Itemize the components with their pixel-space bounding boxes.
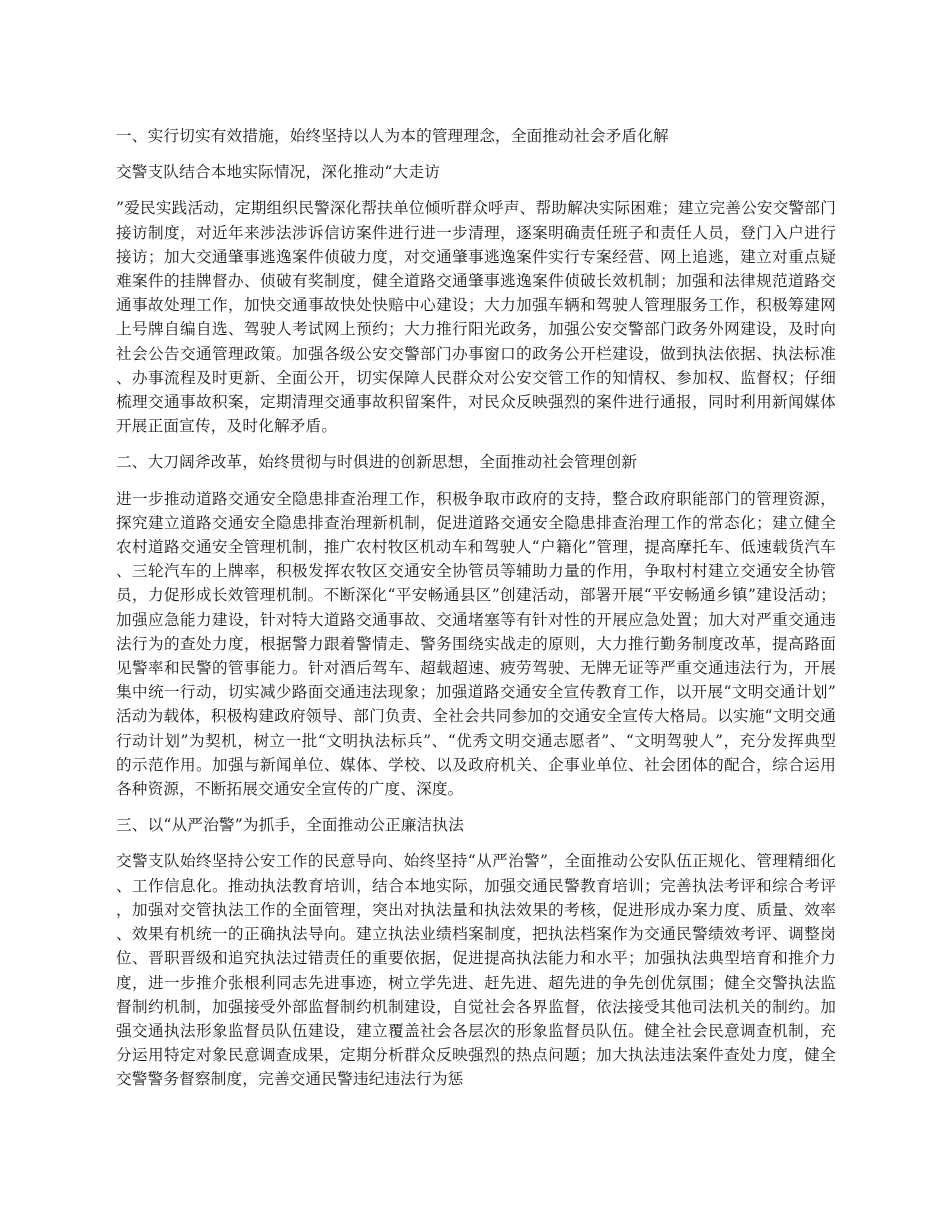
section-3-heading: 三、以“从严治警”为抓手，全面推动公正廉洁执法 [116, 816, 465, 835]
section-1-paragraph-2: ”爱民实践活动，定期组织民警深化帮扶单位倾听群众呼声、帮助解决实际困难；建立完善公安交警部门接访制度，对近年来涉法涉诉信访案件进行进一步清理，逐案明确责任班子和责任人员，登门入户进行接访；加大交通肇事逃逸案件侦破力度，对交通肇事逃逸案件实行专案经营、网上追逃，建立对重点疑难案件的挂牌督办、侦破有奖制度，健全道路交通肇事逃逸案件侦破长效机制；加强和法律规范道路交通事故处理工作，加快交通事故快处快赔中心建设；大力加强车辆和驾驶人管理服务工作，积极筹建网上号牌自编自选、驾驶人考试网上预约；大力推行阳光政务，加强公安交警部门政务外网建设，及时向社会公告交通管理政策。加强各级公安交警部门办事窗口的政务公开栏建设，做到执法依据、执法标准、办事流程及时更新、全面公开，切实保障人民群众对公安交管工作的知情权、参加权、监督权；仔细梳理交通事故积案，定期清理交通事故积留案件，对民众反映强烈的案件进行通报，同时利用新闻媒体开展正面宣传，及时化解矛盾。 [116, 199, 836, 436]
section-1-paragraph-1: 交警支队结合本地实际情况，深化推动“大走访 [116, 163, 441, 182]
section-2-paragraph-1: 进一步推动道路交通安全隐患排查治理工作，积极争取市政府的支持，整合政府职能部门的管理资源，探究建立道路交通安全隐患排查治理新机制，促进道路交通安全隐患排查治理工作的常态化；建立健全农村道路交通安全管理机制，推广农村牧区机动车和驾驶人“户籍化”管理，提高摩托车、低速载货汽车、三轮汽车的上牌率，积极发挥农牧区交通安全协管员等辅助力量的作用，争取村村建立交通安全协管员，力促形成长效管理机制。不断深化“平安畅通县区”创建活动，部署开展“平安畅通乡镇”建设活动；加强应急能力建设，针对特大道路交通事故、交通堵塞等有针对性的开展应急处置；加大对严重交通违法行为的查处力度，根据警力跟着警情走、警务围绕实战走的原则，大力推行勤务制度改革，提高路面见警率和民警的管事能力。针对酒后驾车、超载超速、疲劳驾驶、无牌无证等严重交通违法行为，开展集中统一行动，切实减少路面交通违法现象；加强道路交通安全宣传教育工作，以开展“文明交通计划”活动为载体，积极构建政府领导、部门负责、全社会共同参加的交通安全宣传大格局。以实施“文明交通行动计划”为契机，树立一批“文明执法标兵”、“优秀文明交通志愿者”、“文明驾驶人”，充分发挥典型的示范作用。加强与新闻单位、媒体、学校、以及政府机关、企事业单位、社会团体的配合，综合运用各种资源，不断拓展交通安全宣传的广度、深度。 [116, 489, 836, 799]
document-page [116, 122, 836, 1104]
section-2-heading: 二、大刀阔斧改革，始终贯彻与时俱进的创新思想，全面推动社会管理创新 [116, 453, 638, 472]
section-1-heading: 一、实行切实有效措施，始终坚持以人为本的管理理念，全面推动社会矛盾化解 [116, 127, 669, 145]
section-3-paragraph-1: 交警支队始终坚持公安工作的民意导向、始终坚持“从严治警”，全面推动公安队伍正规化、管理精细化、工作信息化。推动执法教育培训，结合本地实际，加强交通民警教育培训；完善执法考评和综合考评，加强对交管执法工作的全面管理，突出对执法量和执法效果的考核，促进形成办案力度、质量、效率、效果有机统一的正确执法导向。建立执法业绩档案制度，把执法档案作为交通民警绩效考评、调整岗位、晋职晋级和追究执法过错责任的重要依据，促进提高执法能力和水平；加强执法典型培育和推介力度，进一步推介张根利同志先进事迹，树立学先进、赶先进、超先进的争先创优氛围；健全交警执法监督制约机制，加强接受外部监督制约机制建设，自觉社会各界监督，依法接受其他司法机关的制约。加强交通执法形象监督员队伍建设，建立覆盖社会各层次的形象监督员队伍。健全社会民意调查机制，充分运用特定对象民意调查成果，定期分析群众反映强烈的热点问题；加大执法违法案件查处力度，健全交警警务督察制度，完善交通民警违纪违法行为惩 [116, 852, 836, 1089]
